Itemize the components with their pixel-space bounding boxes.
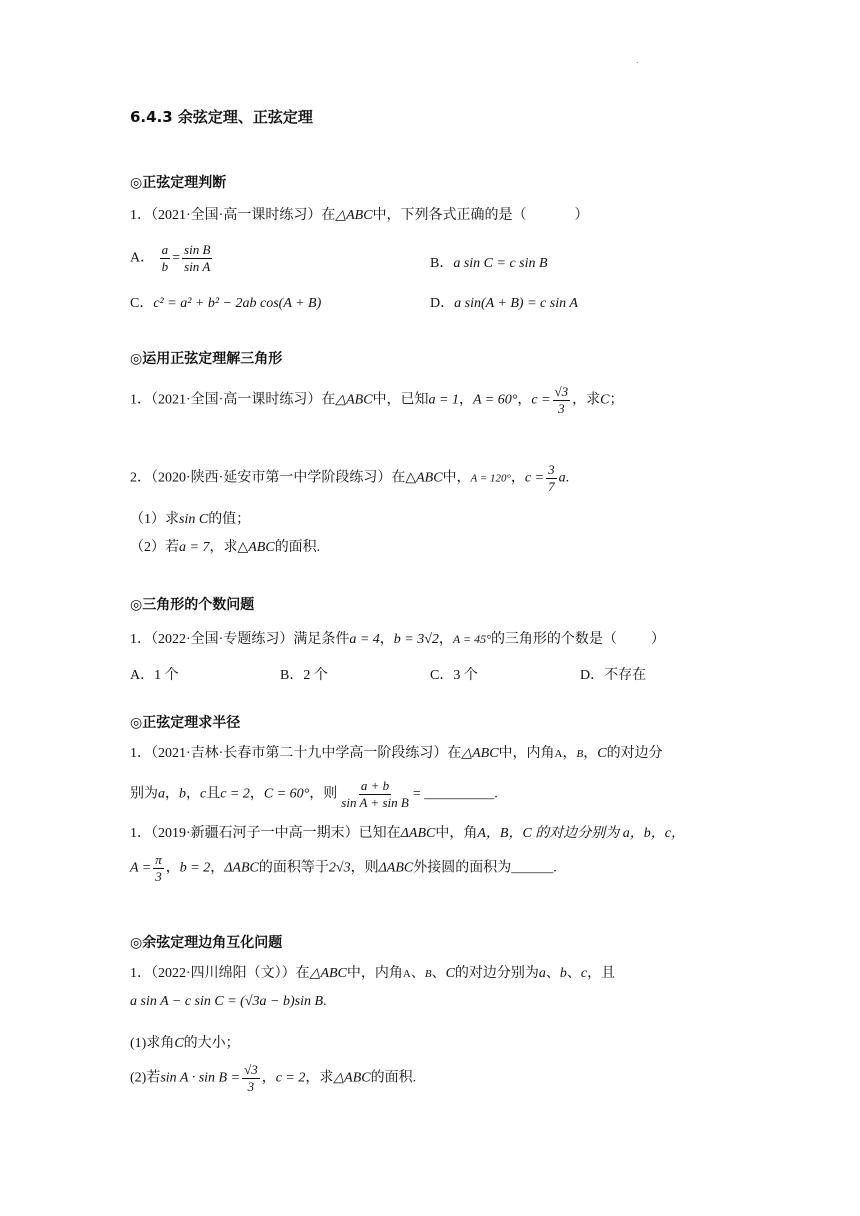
option-label: A． bbox=[130, 250, 155, 266]
separator: 、 bbox=[410, 966, 425, 981]
separator: ， bbox=[249, 786, 264, 802]
separator: ， bbox=[165, 786, 179, 802]
question-text: ，则 bbox=[309, 786, 338, 802]
variable-b: b bbox=[179, 786, 186, 802]
separator: ， bbox=[186, 786, 200, 802]
question-5-1-part-1 bbox=[130, 1032, 240, 1052]
triangle-label: △ABC bbox=[333, 1070, 371, 1086]
fraction-numerator: 3 bbox=[548, 462, 555, 477]
fraction-numerator: √3 bbox=[554, 384, 569, 399]
separator: ， bbox=[517, 392, 532, 408]
triangle-label: △ABC bbox=[309, 966, 347, 981]
separator: ， bbox=[165, 860, 180, 876]
fraction-sin-ratio bbox=[182, 242, 212, 275]
question-text: ，则 bbox=[350, 860, 379, 876]
question-text: 中， bbox=[442, 470, 471, 486]
fraction-numerator: π bbox=[155, 852, 162, 867]
fraction-pi-over-3 bbox=[153, 852, 164, 885]
variable-c: C bbox=[600, 392, 610, 408]
expression: a = 7 bbox=[179, 540, 210, 555]
question-text: ，且 bbox=[587, 966, 616, 981]
triangle-label: ΔABC bbox=[224, 860, 259, 876]
question-text: 且 bbox=[206, 786, 221, 802]
question-2-2 bbox=[130, 462, 569, 495]
question-text: (2)若 bbox=[130, 1070, 161, 1086]
condition-c: c = bbox=[524, 470, 545, 486]
option-expression: a sin C = c sin B bbox=[453, 256, 548, 271]
question-text: 1．（2022·全国·专题练习）满足条件 bbox=[130, 632, 350, 647]
fraction-denominator: 3 bbox=[155, 869, 162, 884]
condition-a: a = 1 bbox=[428, 392, 459, 408]
equation: a sin A − c sin C = (√3a − b)sin B bbox=[130, 994, 324, 1009]
page-title: 6.4.3 余弦定理、正弦定理 bbox=[130, 108, 313, 126]
triangle-label: ABC bbox=[248, 540, 275, 555]
question-text: A，B，C 的对边分别为 a，b，c， bbox=[477, 826, 685, 841]
question-4-2-line-1 bbox=[130, 822, 685, 842]
separator: ， bbox=[210, 860, 225, 876]
option-1-B bbox=[430, 252, 548, 272]
triangle-label: ΔABC bbox=[378, 860, 414, 876]
question-text: 1．（2021·全国·高一课时练习）在 bbox=[130, 208, 336, 223]
question-4-1-line-2 bbox=[130, 778, 498, 811]
question-text: 中，内角 bbox=[346, 966, 403, 981]
expression: sin A · sin B = bbox=[160, 1070, 241, 1086]
question-2-2-part-1 bbox=[130, 508, 250, 528]
header-dot: . bbox=[636, 56, 639, 65]
fraction-denominator: 3 bbox=[247, 1079, 255, 1094]
question-text: . bbox=[565, 470, 570, 486]
option-3-D: D．不存在 bbox=[580, 668, 647, 683]
condition-angle-c: C = 60° bbox=[263, 786, 310, 802]
variable-a: A bbox=[554, 748, 563, 760]
question-text: ，求 bbox=[305, 1070, 334, 1086]
condition-b: b = 3√2 bbox=[393, 632, 439, 647]
triangle-label: △ABC bbox=[335, 208, 373, 223]
fraction-denominator: 3 bbox=[558, 401, 565, 416]
triangle-label: △ABC bbox=[335, 392, 373, 408]
question-text: 的面积. bbox=[370, 1070, 417, 1086]
fraction-3-over-7 bbox=[546, 462, 557, 495]
fraction-denominator: sin A + sin B bbox=[341, 795, 409, 810]
question-text: 1．（2021·全国·高一课时练习）在 bbox=[130, 392, 336, 408]
question-1-1 bbox=[130, 204, 589, 224]
question-text: （2）若 bbox=[130, 540, 179, 555]
option-1-C bbox=[130, 292, 321, 312]
fraction-numerator: √3 bbox=[244, 1062, 258, 1077]
condition-a: a = 4 bbox=[349, 632, 380, 647]
fraction-numerator: sin B bbox=[184, 242, 211, 257]
fraction-denominator: b bbox=[161, 259, 169, 274]
option-label: D． bbox=[430, 296, 455, 311]
question-text: 1．（2019·新疆石河子一中高一期末）已知在 bbox=[130, 826, 401, 841]
question-text: ； bbox=[609, 392, 624, 408]
separator: ， bbox=[459, 392, 473, 408]
question-text: ，求△ bbox=[209, 540, 249, 555]
separator: 、 bbox=[566, 966, 581, 981]
question-4-1-line-1 bbox=[130, 742, 663, 762]
answer-blank: = __________. bbox=[412, 786, 498, 802]
variable-a: a bbox=[558, 470, 566, 486]
separator: ， bbox=[438, 632, 453, 647]
condition-c: c = 2 bbox=[220, 786, 250, 802]
fraction-denominator: 7 bbox=[548, 479, 555, 494]
variable-c: C bbox=[597, 746, 607, 761]
triangle-label: ΔABC bbox=[400, 826, 436, 841]
question-text: 中，已知 bbox=[372, 392, 429, 408]
triangle-label: ABC bbox=[416, 470, 443, 486]
separator: ， bbox=[510, 470, 525, 486]
section-heading-1: ◎正弦定理判断 bbox=[130, 175, 227, 191]
condition-b: b = 2 bbox=[179, 860, 211, 876]
question-text: 外接圆的面积为______. bbox=[413, 860, 557, 876]
question-text: 的对边分 bbox=[606, 746, 663, 761]
variable-c: C bbox=[445, 966, 455, 981]
condition-angle-a: A = 120° bbox=[470, 472, 511, 485]
variable-a: A bbox=[402, 968, 411, 980]
question-text: 的面积等于 bbox=[258, 860, 329, 876]
option-expression: a sin(A + B) = c sin A bbox=[454, 296, 578, 311]
question-text: ） bbox=[574, 208, 589, 223]
question-text: 中，下列各式正确的是（ bbox=[372, 208, 527, 223]
variable-c: C bbox=[174, 1036, 184, 1051]
variable-a: a bbox=[158, 786, 165, 802]
question-text: （1）求 bbox=[130, 512, 179, 527]
section-heading-4: ◎正弦定理求半径 bbox=[130, 715, 241, 731]
question-text: 的大小； bbox=[183, 1036, 240, 1051]
equals-sign: = bbox=[172, 250, 181, 266]
question-text: 别为 bbox=[130, 786, 158, 802]
question-5-1-part-2 bbox=[130, 1062, 416, 1095]
fraction-sum-ratio bbox=[339, 778, 411, 811]
condition-angle-a: A = 60° bbox=[473, 392, 518, 408]
variable-c: c bbox=[200, 786, 207, 802]
variable-b: B bbox=[424, 968, 432, 980]
question-text: ，求 bbox=[572, 392, 601, 408]
question-text: 的三角形的个数是（ bbox=[490, 632, 617, 647]
question-2-2-part-2 bbox=[130, 536, 320, 556]
separator: 、 bbox=[545, 966, 560, 981]
separator: ， bbox=[379, 632, 394, 647]
expression: sin C bbox=[179, 512, 209, 527]
section-heading-2: ◎运用正弦定理解三角形 bbox=[130, 351, 283, 367]
option-1-A bbox=[130, 242, 214, 275]
section-heading-3: ◎三角形的个数问题 bbox=[130, 597, 255, 613]
triangle-label: △ABC bbox=[461, 746, 499, 761]
question-text: (1)求角 bbox=[130, 1036, 175, 1051]
fraction-sqrt3-over-3 bbox=[242, 1062, 260, 1095]
condition-c: c = bbox=[531, 392, 551, 408]
question-5-1-line-2 bbox=[130, 994, 327, 1010]
separator: ， bbox=[261, 1070, 276, 1086]
question-4-2-line-2 bbox=[130, 852, 557, 885]
question-text: 的对边分别为 bbox=[454, 966, 539, 981]
condition-angle-a: A = 45° bbox=[452, 632, 491, 646]
fraction-numerator: a + b bbox=[360, 778, 390, 793]
question-text: 中，内角 bbox=[498, 746, 555, 761]
question-text: 1．（2022·四川绵阳（文））在 bbox=[130, 966, 310, 981]
variable-b: B bbox=[576, 748, 584, 760]
question-text: . bbox=[323, 994, 327, 1009]
option-3-B: B．2 个 bbox=[280, 668, 328, 683]
question-2-1 bbox=[130, 384, 624, 417]
section-heading-5: ◎余弦定理边角互化问题 bbox=[130, 935, 283, 951]
option-3-C: C．3 个 bbox=[430, 668, 478, 683]
variable-a: a bbox=[538, 966, 546, 981]
fraction-numerator: a bbox=[161, 242, 169, 257]
question-text: 1．（2021·吉林·长春市第二十九中学高一阶段练习）在 bbox=[130, 746, 462, 761]
fraction-a-over-b bbox=[160, 242, 171, 275]
option-label: B． bbox=[430, 256, 454, 271]
fraction-denominator: sin A bbox=[184, 259, 211, 274]
separator: ， bbox=[583, 746, 598, 761]
condition-angle-a: A = bbox=[130, 860, 152, 876]
question-text: 中，角 bbox=[435, 826, 478, 841]
question-text: 2．（2020·陕西·延安市第一中学阶段练习）在△ bbox=[130, 470, 417, 486]
question-3-1 bbox=[130, 628, 665, 648]
option-expression: c² = a² + b² − 2ab cos(A + B) bbox=[153, 296, 322, 311]
condition-c: c = 2 bbox=[275, 1070, 306, 1086]
variable-c: c bbox=[580, 966, 588, 981]
option-1-D bbox=[430, 292, 578, 312]
question-text: 的值； bbox=[208, 512, 251, 527]
question-text: ） bbox=[650, 632, 665, 647]
area-value: 2√3 bbox=[328, 860, 351, 876]
option-label: C． bbox=[130, 296, 154, 311]
separator: ， bbox=[562, 746, 577, 761]
fraction-sqrt3-over-3 bbox=[553, 384, 571, 417]
question-5-1-line-1 bbox=[130, 962, 615, 982]
separator: 、 bbox=[431, 966, 446, 981]
variable-b: b bbox=[559, 966, 567, 981]
option-3-A: A．1 个 bbox=[130, 668, 179, 683]
question-text: 的面积. bbox=[274, 540, 321, 555]
